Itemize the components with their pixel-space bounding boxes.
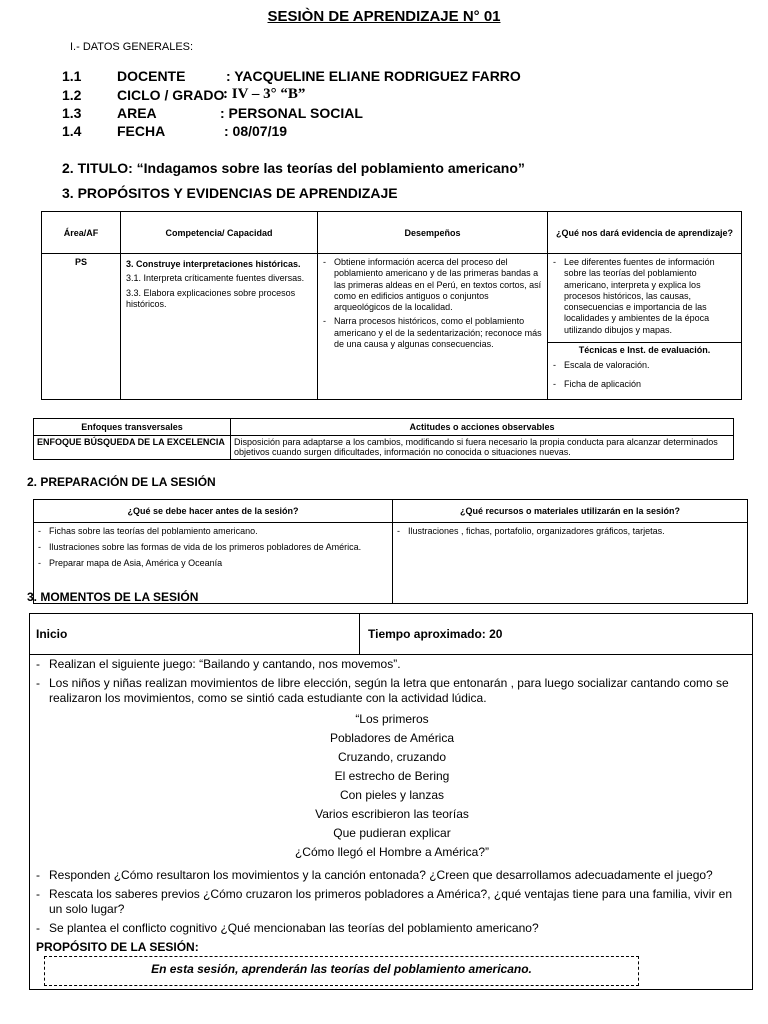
- momento-item: - Responden ¿Cómo resultaron los movimientos y la canción entonada? ¿Creen que desarrollamos adecuadamente el juego?: [36, 868, 748, 883]
- col-header-competencia: Competencia/ Capacidad: [121, 212, 318, 254]
- competencia-cell: [121, 254, 318, 400]
- evidencia-cell: [548, 254, 742, 400]
- datos-label: DOCENTE: [117, 68, 186, 84]
- tiempo-label: Tiempo aproximado: 20: [368, 627, 503, 641]
- datos-value: : YACQUELINE ELIANE RODRIGUEZ FARRO: [226, 68, 521, 84]
- tecnica-item: - Escala de valoración.: [553, 360, 736, 371]
- capacidad-item: 3.1. Interpreta críticamente fuentes diversas.: [126, 273, 305, 284]
- evidencia-block: [548, 254, 741, 343]
- actitud-cell: Disposición para adaptarse a los cambios, modificando si fuera necesario la propia conducta para alcanzar determinados objetivos cuando surgen dificultades, información no conocida o situaciones nuevas.: [231, 436, 734, 460]
- preparacion-table: [33, 499, 748, 604]
- poem-line: Varios escribieron las teorías: [315, 807, 469, 821]
- datos-num: 1.2: [62, 87, 82, 103]
- col-header-recursos: ¿Qué recursos o materiales utilizarán en la sesión?: [393, 500, 748, 523]
- datos-label: FECHA: [117, 123, 166, 139]
- antes-item: - Ilustraciones sobre las formas de vida de los primeros pobladores de América.: [38, 542, 388, 552]
- area-cell: PS: [42, 254, 121, 400]
- tecnicas-block: [548, 343, 741, 396]
- poem-line: “Los primeros: [355, 712, 429, 726]
- datos-label: CICLO / GRADO: [117, 87, 225, 103]
- session-title: SESIÒN DE APRENDIZAJE N° 01: [267, 8, 501, 25]
- col-header-desempenos: Desempeños: [318, 212, 548, 254]
- momento-item: - Realizan el siguiente juego: “Bailando y cantando, nos movemos”.: [36, 657, 748, 672]
- col-header-evidencia: ¿Qué nos dará evidencia de aprendizaje?: [548, 212, 742, 254]
- proposito-label: PROPÓSITO DE LA SESIÓN:: [36, 940, 199, 954]
- momentos-header: 3. MOMENTOS DE LA SESIÓN: [27, 590, 199, 604]
- datos-header: I.- DATOS GENERALES:: [70, 41, 194, 53]
- datos-value: : IV – 3° “B”: [223, 86, 306, 102]
- datos-label: AREA: [117, 105, 157, 121]
- poem-line: El estrecho de Bering: [334, 769, 450, 783]
- titulo: 2. TITULO: “Indagamos sobre las teorías del poblamiento americano”: [62, 160, 525, 176]
- momento-item: - Los niños y niñas realizan movimientos de libre elección, según la letra que entonarán , para luego socializar cantando como se realizaron los movimientos, como se sintió cada estudiante con la actividad lúdica.: [36, 676, 748, 706]
- poem-line: ¿Cómo llegó el Hombre a América?”: [294, 845, 490, 859]
- enfoques-table: [33, 418, 734, 460]
- proposito-box: En esta sesión, aprenderán las teorías del poblamiento americano.: [44, 956, 639, 986]
- momento-item: - Rescata los saberes previos ¿Cómo cruzaron los primeros pobladores a América?, ¿qué ventajas tiene para una familia, vivir en un solo lugar?: [36, 887, 748, 917]
- poem-line: Que pudieran explicar: [333, 826, 451, 840]
- momentos-body: [36, 657, 748, 954]
- tecnica-item: - Ficha de aplicación: [553, 379, 736, 390]
- poem-line: Con pieles y lanzas: [339, 788, 445, 802]
- datos-num: 1.4: [62, 123, 82, 139]
- poem-line: Pobladores de América: [329, 731, 455, 745]
- datos-num: 1.1: [62, 68, 82, 84]
- poem: [36, 710, 748, 862]
- momento-item: - Se plantea el conflicto cognitivo ¿Qué mencionaban las teorías del poblamiento americano?: [36, 921, 748, 936]
- tecnicas-header: Técnicas e Inst. de evaluación.: [578, 344, 711, 355]
- recurso-item: - Ilustraciones , fichas, portafolio, organizadores gráficos, tarjetas.: [397, 526, 743, 536]
- col-header-antes: ¿Qué se debe hacer antes de la sesión?: [34, 500, 393, 523]
- desempenos-cell: [318, 254, 548, 400]
- propositos-table: [41, 211, 742, 400]
- propositos-header: 3. PROPÓSITOS Y EVIDENCIAS DE APRENDIZAJE: [62, 185, 398, 201]
- col-header-enfoques: Enfoques transversales: [34, 419, 231, 436]
- competencia-title: 3. Construye interpretaciones históricas.: [126, 259, 301, 269]
- momentos-box: [29, 613, 753, 990]
- evidencia-item: - Lee diferentes fuentes de información sobre las teorías del poblamiento americano, interpreta y explica los procesos históricos, las causas, consecuencias e importancia de las localidades y ambientes de la época utilizando dibujos y mapas.: [553, 257, 736, 336]
- preparacion-header: 2. PREPARACIÓN DE LA SESIÓN: [27, 475, 216, 489]
- datos-value: : PERSONAL SOCIAL: [220, 105, 363, 121]
- desempeno-item: - Obtiene información acerca del proceso del poblamiento americano y de las primeras bandas a las primeras aldeas en el Perú, en textos cortos, así como en edificios antiguos o conjuntos arqueológicos de la localidad.: [323, 257, 542, 313]
- enfoque-cell: ENFOQUE BÚSQUEDA DE LA EXCELENCIA: [34, 436, 231, 460]
- inicio-label: Inicio: [30, 614, 360, 654]
- capacidad-item: 3.3. Elabora explicaciones sobre procesos históricos.: [126, 287, 296, 309]
- poem-line: Cruzando, cruzando: [337, 750, 447, 764]
- antes-item: - Fichas sobre las teorías del poblamiento americano.: [38, 526, 388, 536]
- antes-item: - Preparar mapa de Asia, América y Oceanía: [38, 558, 388, 568]
- col-header-area: Área/AF: [42, 212, 121, 254]
- datos-num: 1.3: [62, 105, 82, 121]
- desempeno-item: - Narra procesos históricos, como el poblamiento americano y el de la sedentarización; reconoce más de una causa y algunas consecuencias.: [323, 316, 542, 350]
- momentos-head-row: [30, 614, 752, 655]
- col-header-actitudes: Actitudes o acciones observables: [231, 419, 734, 436]
- datos-value: : 08/07/19: [224, 123, 288, 139]
- recursos-cell: [393, 523, 748, 604]
